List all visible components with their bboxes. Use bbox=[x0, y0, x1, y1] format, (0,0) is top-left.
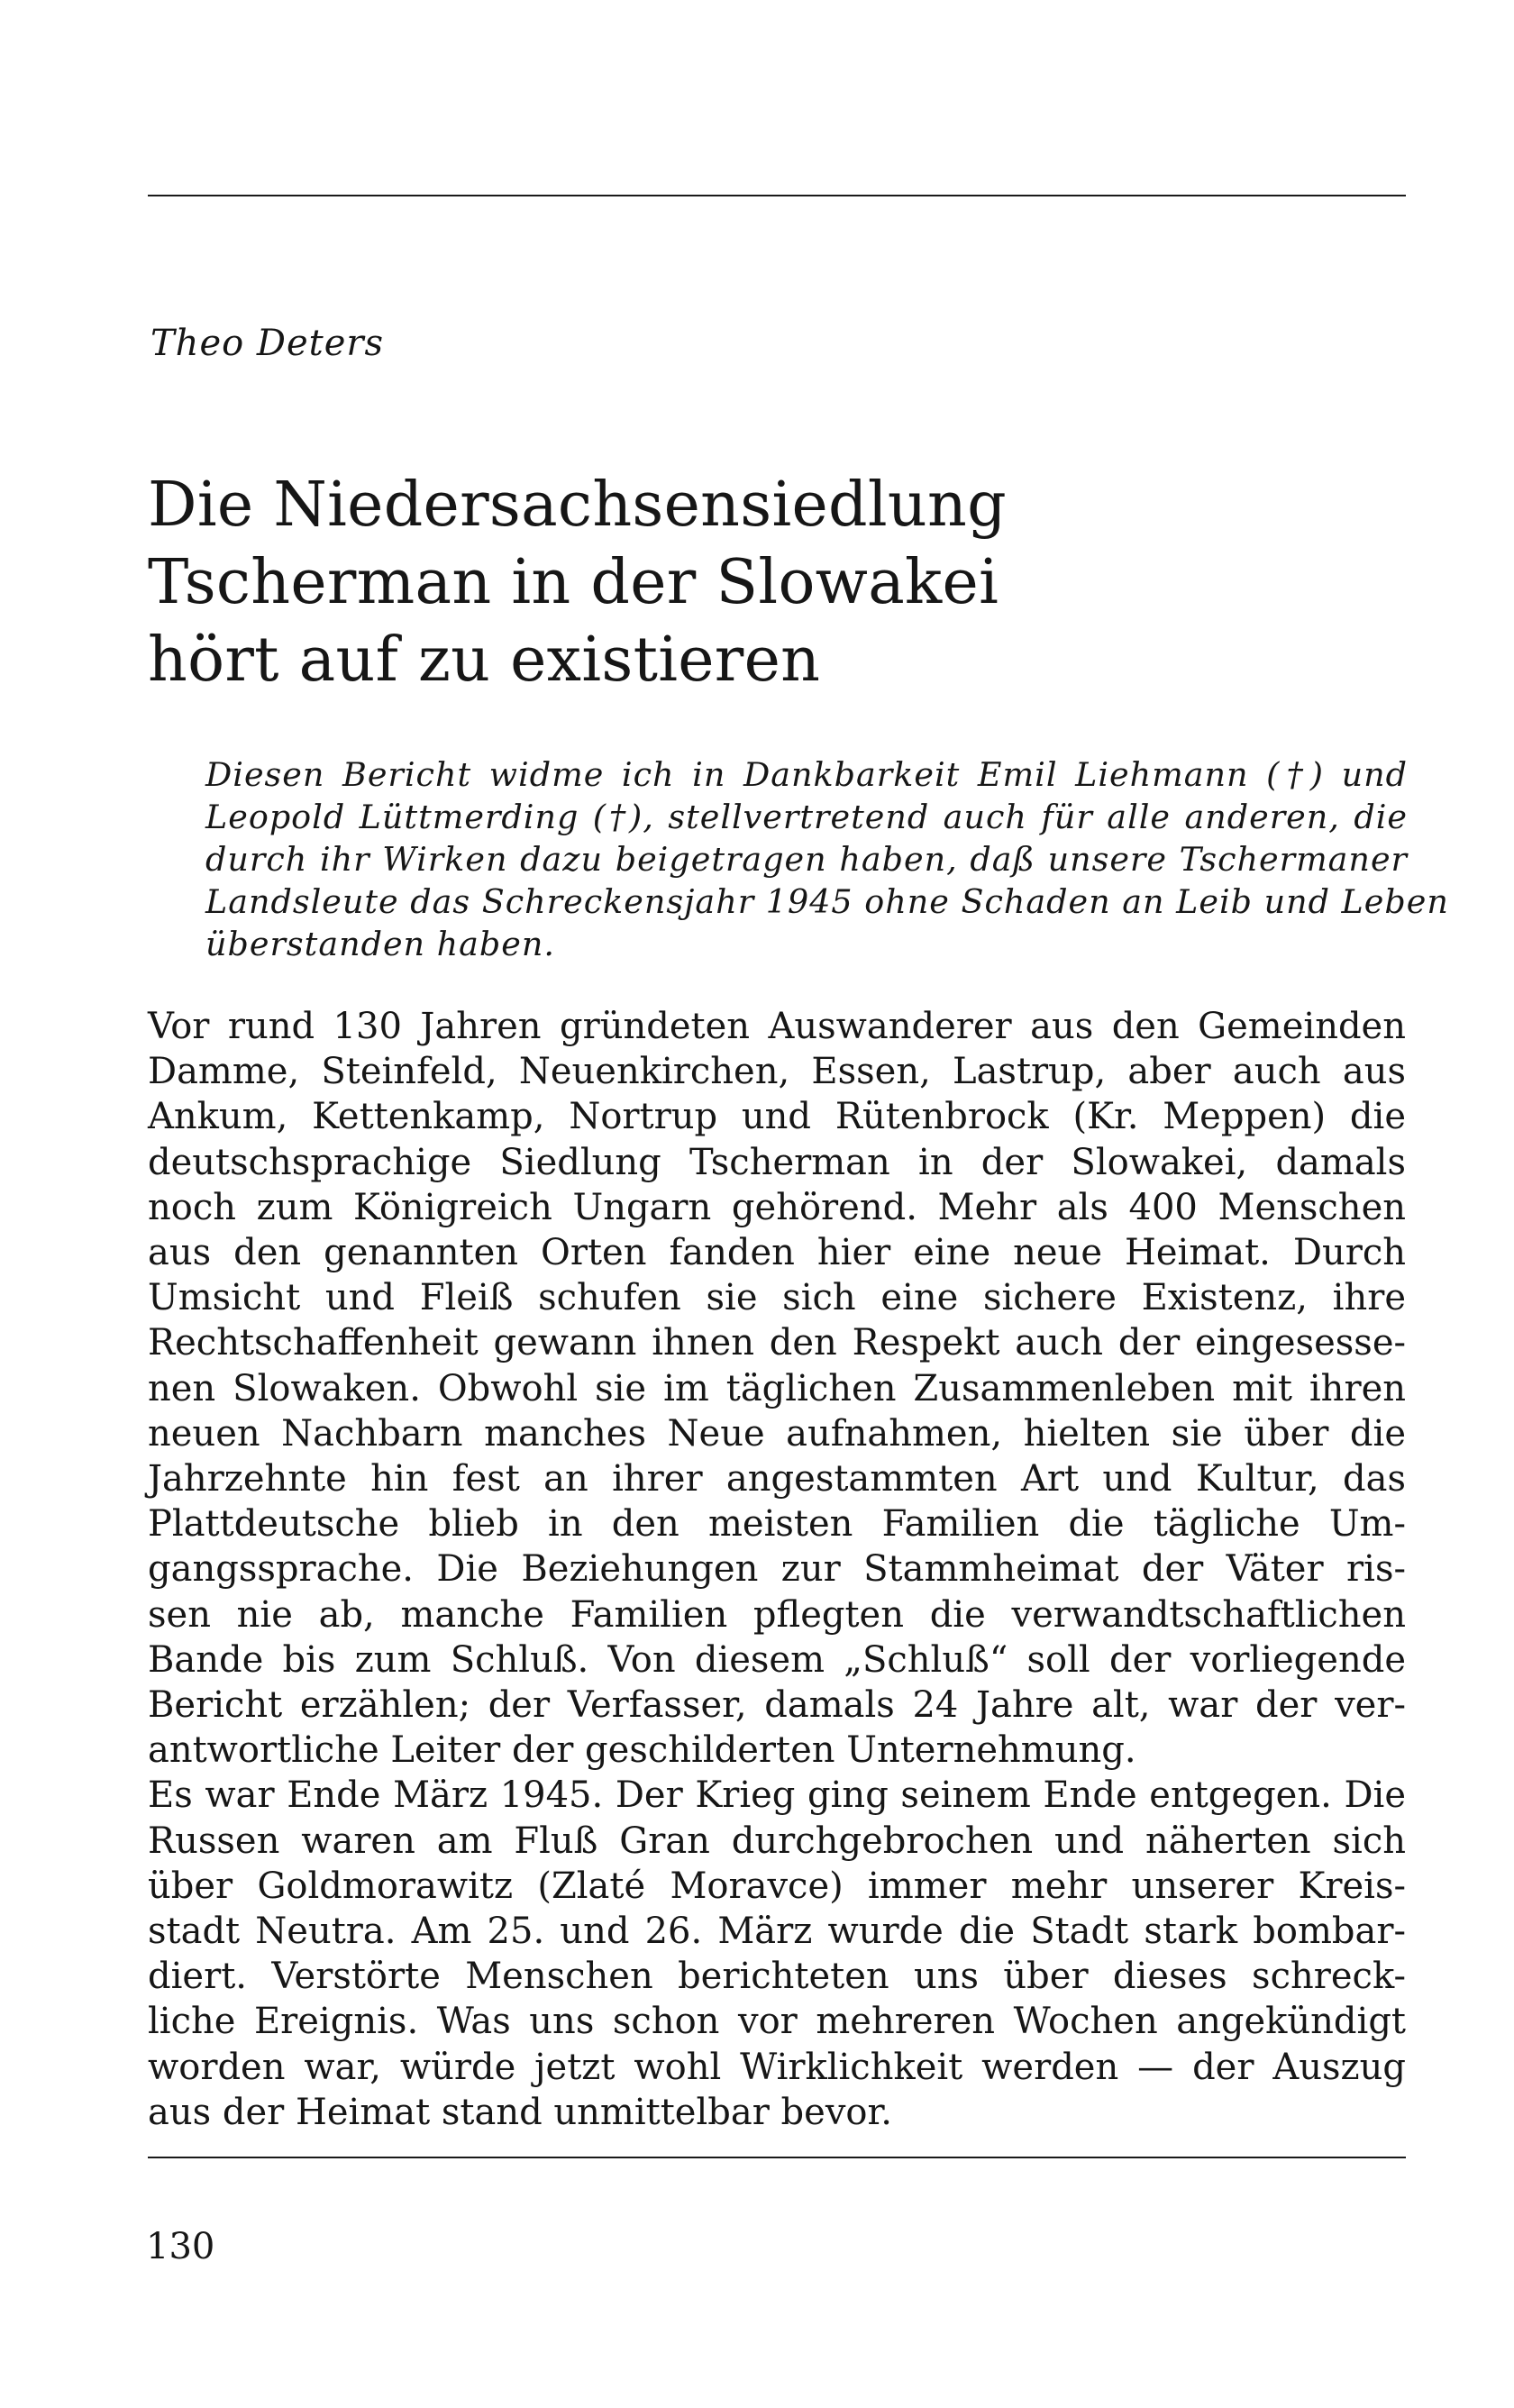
body-line: Damme, Steinfeld, Neuenkirchen, Essen, Lastrup, aber auch aus bbox=[148, 1051, 1406, 1093]
body-line: liche Ereignis. Was uns schon vor mehreren Wochen angekündigt bbox=[148, 2001, 1406, 2043]
header-rule bbox=[148, 195, 1406, 196]
body-line: Bande bis zum Schluß. Von diesem „Schluß“ soll der vorliegende bbox=[148, 1638, 1406, 1681]
body-line: antwortliche Leiter der geschilderten Unternehmung. bbox=[148, 1729, 1136, 1772]
title-line: Die Niedersachsensiedlung bbox=[148, 470, 1007, 541]
page-number: 130 bbox=[146, 2226, 215, 2267]
body-line: über Goldmorawitz (Zlaté Moravce) immer mehr unserer Kreis- bbox=[148, 1865, 1406, 1907]
body-line: Plattdeutsche blieb in den meisten Familien die tägliche Um- bbox=[148, 1503, 1406, 1546]
dedication bbox=[205, 753, 1449, 965]
footer-rule bbox=[148, 2157, 1406, 2158]
body-line: deutschsprachige Siedlung Tscherman in der Slowakei, damals bbox=[148, 1141, 1406, 1183]
body-line: Russen waren am Fluß Gran durchgebrochen und näherten sich bbox=[148, 1820, 1406, 1862]
body-line: Ankum, Kettenkamp, Nortrup und Rütenbrock (Kr. Meppen) die bbox=[148, 1096, 1406, 1138]
body-line: worden war, würde jetzt wohl Wirklichkeit werden — der Auszug bbox=[148, 2046, 1406, 2088]
body-line: Es war Ende März 1945. Der Krieg ging seinem Ende entgegen. Die bbox=[148, 1774, 1406, 1817]
body-line: sen nie ab, manche Familien pflegten die verwandtschaftlichen bbox=[148, 1593, 1406, 1636]
body-line: aus der Heimat stand unmittelbar bevor. bbox=[148, 2091, 892, 2133]
dedication-line: Diesen Bericht widme ich in Dankbarkeit Emil Liehmann (†) und bbox=[205, 755, 1408, 794]
body-line: Jahrzehnte hin fest an ihrer angestammten Art und Kultur, das bbox=[148, 1458, 1406, 1500]
body-line: noch zum Königreich Ungarn gehörend. Mehr als 400 Menschen bbox=[148, 1186, 1406, 1228]
article-body bbox=[148, 1004, 1406, 2135]
dedication-line: Leopold Lüttmerding (†), stellvertretend auch für alle anderen, die bbox=[205, 798, 1408, 836]
article-title bbox=[148, 467, 1406, 699]
dedication-line: überstanden haben. bbox=[205, 925, 556, 963]
body-line: Rechtschaffenheit gewann ihnen den Respekt auch der eingesesse- bbox=[148, 1322, 1406, 1364]
body-line: Vor rund 130 Jahren gründeten Auswanderer aus den Gemeinden bbox=[148, 1006, 1406, 1047]
body-line: diert. Verstörte Menschen berichteten uns über dieses schreck- bbox=[148, 1956, 1406, 1998]
author-name: Theo Deters bbox=[150, 323, 385, 364]
dedication-line: durch ihr Wirken dazu beigetragen haben, daß unsere Tschermaner bbox=[205, 840, 1408, 879]
body-line: Umsicht und Fleiß schufen sie sich eine sichere Existenz, ihre bbox=[148, 1277, 1406, 1319]
title-line: Tscherman in der Slowakei bbox=[148, 547, 999, 618]
body-line: Bericht erzählen; der Verfasser, damals 24 Jahre alt, war der ver- bbox=[148, 1684, 1406, 1727]
body-line: gangssprache. Die Beziehungen zur Stammheimat der Väter ris- bbox=[148, 1548, 1406, 1591]
body-line: aus den genannten Orten fanden hier eine neue Heimat. Durch bbox=[148, 1232, 1406, 1274]
body-line: stadt Neutra. Am 25. und 26. März wurde die Stadt stark bombar- bbox=[148, 1911, 1406, 1953]
body-line: neuen Nachbarn manches Neue aufnahmen, hielten sie über die bbox=[148, 1412, 1406, 1455]
dedication-line: Landsleute das Schreckensjahr 1945 ohne Schaden an Leib und Leben bbox=[205, 882, 1449, 921]
body-line: nen Slowaken. Obwohl sie im täglichen Zusammenleben mit ihren bbox=[148, 1367, 1406, 1409]
title-line: hört auf zu existieren bbox=[148, 625, 821, 696]
